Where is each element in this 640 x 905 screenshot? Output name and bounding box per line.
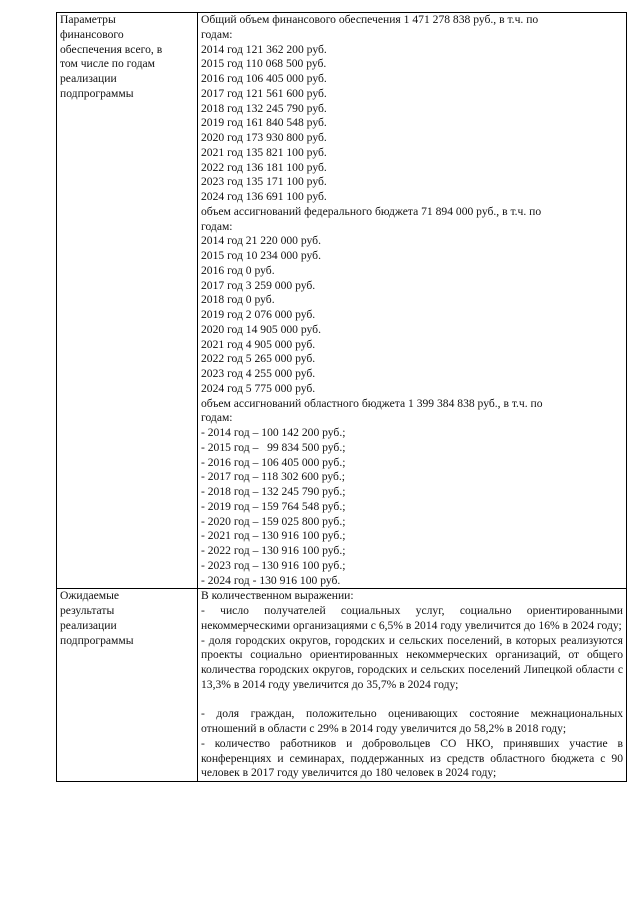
regional-year-line: - 2019 год – 159 764 548 руб.; <box>201 499 346 513</box>
regional-year-line: - 2018 год – 132 245 790 руб.; <box>201 485 346 498</box>
finance-total-line: Общий объем финансового обеспечения 1 471 278 838 руб., в т.ч. по <box>201 13 539 26</box>
finance-label-line: реализации <box>60 72 117 85</box>
federal-year-line: 2019 год 2 076 000 руб. <box>201 308 316 321</box>
federal-budget-line: объем ассигнований федерального бюджета 71 894 000 руб., в т.ч. по <box>201 204 542 218</box>
regional-year-line: - 2021 год – 130 916 100 руб.; <box>201 529 346 543</box>
result-item-recipients: - число получателей социальных услуг, социально ориентированными некоммерческими организациями с 6,5% в 2014 году увеличится до 16% в 2024 году; <box>201 604 623 632</box>
finance-total-year-line: 2020 год 173 930 800 руб. <box>201 131 327 144</box>
finance-total-year-line: 2024 год 136 691 100 руб. <box>201 190 327 203</box>
finance-label-line: подпрограммы <box>60 86 134 100</box>
regional-year-line: - 2017 год – 118 302 600 руб.; <box>201 470 346 484</box>
finance-total-year-line: 2014 год 121 362 200 руб. <box>201 42 327 56</box>
results-label-line: результаты <box>60 604 115 617</box>
regional-year-line: - 2022 год – 130 916 100 руб.; <box>201 544 346 557</box>
results-label-cell <box>57 589 198 782</box>
regional-year-line: - 2023 год – 130 916 100 руб.; <box>201 558 346 572</box>
finance-label-line: Параметры <box>60 13 116 26</box>
regional-year-line: - 2015 год – 99 834 500 руб.; <box>201 440 346 454</box>
federal-year-line: 2017 год 3 259 000 руб. <box>201 278 316 292</box>
regional-year-line: - 2024 год - 130 916 100 руб. <box>201 573 341 587</box>
finance-row <box>57 13 627 589</box>
finance-line: годам: <box>201 27 233 41</box>
finance-total-year-line: 2022 год 136 181 100 руб. <box>201 160 327 174</box>
finance-line: годам: <box>201 411 233 425</box>
finance-total-year-line: 2023 год 135 171 100 руб. <box>201 175 327 189</box>
finance-label-line: обеспечения всего, в <box>60 42 163 56</box>
federal-year-line: 2018 год 0 руб. <box>201 293 275 307</box>
finance-total-year-line: 2018 год 132 245 790 руб. <box>201 101 327 115</box>
finance-total-year-line: 2021 год 135 821 100 руб. <box>201 145 327 159</box>
federal-year-line: 2014 год 21 220 000 руб. <box>201 234 321 248</box>
result-item-volunteers: - количество работников и добровольцев СО НКО, принявших участие в конференциях и семинарах, поддержанных из средств областного бюджета с 90 человек в 2017 году увеличится до 180 человек в 2024 году; <box>201 736 623 780</box>
results-label-line: подпрограммы <box>60 633 134 647</box>
finance-total-year-line: 2015 год 110 068 500 руб. <box>201 57 327 71</box>
results-row <box>57 589 627 782</box>
federal-year-line: 2022 год 5 265 000 руб. <box>201 352 316 366</box>
paragraph-gap <box>201 693 623 708</box>
results-label-line: Ожидаемые <box>60 589 120 603</box>
results-intro: В количественном выражении: <box>201 589 354 603</box>
subprogram-passport-table <box>56 12 627 782</box>
finance-line: годам: <box>201 219 233 233</box>
result-item-municipalities: - доля городских округов, городских и сельских поселений, в которых реализуются проекты социально ориентированных некоммерческих организаций, от общего количества городских округов, городских и сельских поселений Липецкой области с 13,3% в 2014 году увеличится до 35,7% в 2024 году; <box>201 633 623 691</box>
regional-budget-line: объем ассигнований областного бюджета 1 399 384 838 руб., в т.ч. по <box>201 396 543 410</box>
finance-value-cell <box>198 13 627 589</box>
federal-year-line: 2020 год 14 905 000 руб. <box>201 322 321 336</box>
federal-year-line: 2015 год 10 234 000 руб. <box>201 249 321 262</box>
result-item-interethnic: - доля граждан, положительно оценивающих состояние межнациональных отношений в области с 29% в 2014 году увеличится до 58,2% в 2018 году; <box>201 707 623 735</box>
finance-total-year-line: 2016 год 106 405 000 руб. <box>201 72 327 85</box>
regional-year-line: - 2014 год – 100 142 200 руб.; <box>201 426 346 439</box>
federal-year-line: 2024 год 5 775 000 руб. <box>201 381 316 395</box>
results-label-line: реализации <box>60 618 117 632</box>
finance-label-line: финансового <box>60 27 124 41</box>
results-value-cell <box>198 589 627 782</box>
finance-label-cell <box>57 13 198 589</box>
federal-year-line: 2023 год 4 255 000 руб. <box>201 367 316 380</box>
finance-total-year-line: 2019 год 161 840 548 руб. <box>201 116 327 130</box>
regional-year-line: - 2016 год – 106 405 000 руб.; <box>201 455 346 469</box>
finance-total-year-line: 2017 год 121 561 600 руб. <box>201 86 327 100</box>
regional-year-line: - 2020 год – 159 025 800 руб.; <box>201 514 346 528</box>
federal-year-line: 2021 год 4 905 000 руб. <box>201 337 316 351</box>
finance-label-line: том числе по годам <box>60 57 155 71</box>
federal-year-line: 2016 год 0 руб. <box>201 263 275 277</box>
